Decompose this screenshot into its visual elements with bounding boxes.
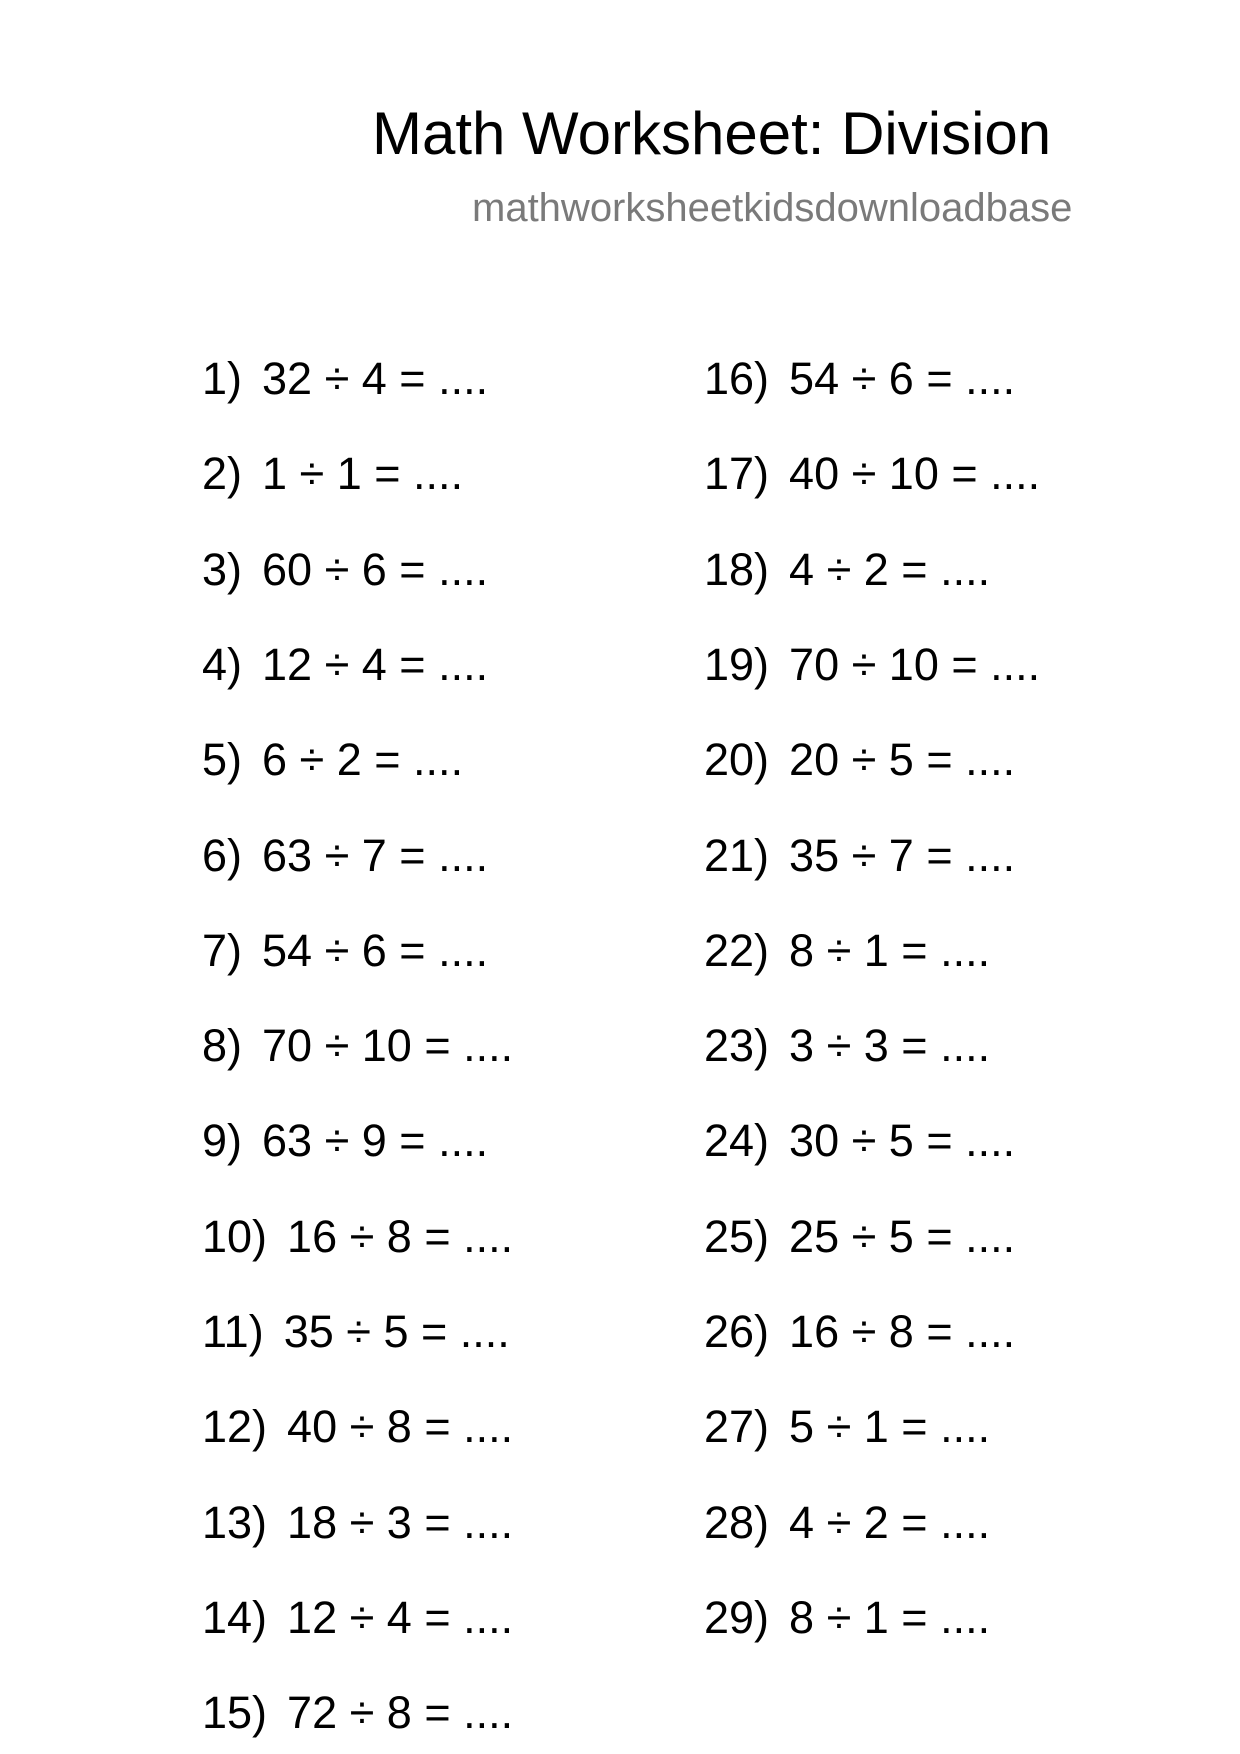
problem-expression: 70 ÷ 10 = .... [789, 638, 1041, 690]
problem-item [202, 543, 488, 597]
problem-expression: 8 ÷ 1 = .... [789, 1591, 991, 1643]
problem-number: 9) [202, 1115, 243, 1167]
problem-expression: 8 ÷ 1 = .... [789, 924, 991, 976]
problem-item [704, 1305, 1015, 1359]
problem-item [704, 1496, 990, 1550]
problem-number: 8) [202, 1020, 243, 1072]
problem-expression: 3 ÷ 3 = .... [789, 1020, 991, 1072]
problem-item [704, 352, 1015, 406]
problem-expression: 16 ÷ 8 = .... [287, 1210, 514, 1262]
problem-expression: 72 ÷ 8 = .... [287, 1687, 514, 1739]
problem-expression: 5 ÷ 1 = .... [789, 1401, 991, 1453]
problem-item [202, 1019, 513, 1073]
problem-item [704, 733, 1015, 787]
problem-item [202, 1686, 513, 1740]
problem-number: 15) [202, 1687, 268, 1739]
problem-item [202, 447, 463, 501]
problem-number: 16) [704, 353, 770, 404]
problem-item [202, 829, 488, 883]
problem-number: 5) [202, 734, 243, 786]
problem-expression: 63 ÷ 7 = .... [262, 829, 489, 881]
problem-number: 29) [704, 1591, 770, 1643]
problem-number: 27) [704, 1401, 770, 1453]
problem-item [704, 1591, 990, 1645]
problem-number: 11) [202, 1306, 264, 1357]
problem-number: 4) [202, 638, 243, 690]
problem-expression: 20 ÷ 5 = .... [789, 734, 1016, 786]
problem-expression: 25 ÷ 5 = .... [789, 1210, 1016, 1262]
problem-expression: 12 ÷ 4 = .... [262, 638, 489, 690]
problem-number: 18) [704, 543, 770, 595]
problem-number: 19) [704, 638, 770, 690]
problem-number: 3) [202, 543, 243, 595]
problem-expression: 35 ÷ 7 = .... [789, 829, 1016, 881]
problem-item [202, 638, 488, 692]
problem-expression: 4 ÷ 2 = .... [789, 1496, 991, 1548]
problem-item [202, 1496, 513, 1550]
problem-item [202, 1114, 488, 1168]
problem-item [202, 924, 488, 978]
problem-item [202, 352, 488, 406]
problem-item [704, 447, 1040, 501]
problem-expression: 70 ÷ 10 = .... [262, 1020, 514, 1072]
problem-expression: 4 ÷ 2 = .... [789, 543, 991, 595]
problem-item [704, 829, 1015, 883]
problem-expression: 6 ÷ 2 = .... [262, 734, 464, 786]
problem-expression: 16 ÷ 8 = .... [789, 1306, 1016, 1357]
problem-item [704, 1019, 990, 1073]
problem-expression: 30 ÷ 5 = .... [789, 1115, 1016, 1167]
problem-number: 17) [704, 448, 770, 500]
problem-number: 23) [704, 1020, 770, 1072]
problem-expression: 60 ÷ 6 = .... [262, 543, 489, 595]
problem-number: 2) [202, 448, 243, 500]
problem-item [202, 1400, 513, 1454]
worksheet-subtitle: mathworksheetkidsdownloadbase [472, 186, 1073, 230]
problem-item [202, 733, 463, 787]
problem-item [202, 1210, 513, 1264]
problem-expression: 12 ÷ 4 = .... [287, 1591, 514, 1643]
problem-expression: 40 ÷ 8 = .... [287, 1401, 514, 1453]
problem-number: 14) [202, 1591, 268, 1643]
problem-item [704, 543, 990, 597]
problem-expression: 1 ÷ 1 = .... [262, 448, 464, 500]
problem-item [704, 924, 990, 978]
problem-number: 24) [704, 1115, 770, 1167]
worksheet-title: Math Worksheet: Division [372, 100, 1052, 167]
problem-expression: 35 ÷ 5 = .... [283, 1306, 510, 1357]
problem-item [202, 1305, 510, 1359]
problem-number: 1) [202, 353, 243, 404]
problem-item [704, 1114, 1015, 1168]
problem-expression: 63 ÷ 9 = .... [262, 1115, 489, 1167]
problem-number: 6) [202, 829, 243, 881]
problem-item [704, 1210, 1015, 1264]
problem-number: 10) [202, 1210, 268, 1262]
problem-item [202, 1591, 513, 1645]
problem-item [704, 1400, 990, 1454]
problem-number: 12) [202, 1401, 268, 1453]
problem-expression: 54 ÷ 6 = .... [262, 924, 489, 976]
problem-expression: 40 ÷ 10 = .... [789, 448, 1041, 500]
problem-number: 13) [202, 1496, 268, 1548]
problem-number: 21) [704, 829, 770, 881]
problem-expression: 18 ÷ 3 = .... [287, 1496, 514, 1548]
problem-number: 7) [202, 924, 243, 976]
problem-item [704, 638, 1040, 692]
problem-number: 28) [704, 1496, 770, 1548]
problem-number: 26) [704, 1306, 770, 1357]
problem-number: 25) [704, 1210, 770, 1262]
problem-expression: 32 ÷ 4 = .... [262, 353, 489, 404]
problem-expression: 54 ÷ 6 = .... [789, 353, 1016, 404]
problem-number: 22) [704, 924, 770, 976]
problem-number: 20) [704, 734, 770, 786]
